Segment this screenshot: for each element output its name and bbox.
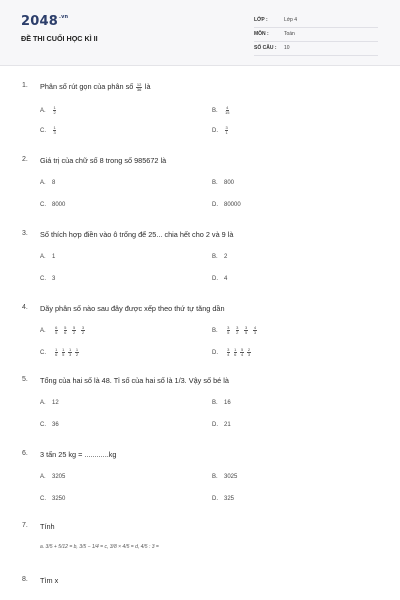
question-number: 6.	[22, 450, 28, 457]
fraction	[72, 326, 75, 335]
fraction	[62, 348, 65, 357]
option-a[interactable]	[40, 180, 55, 186]
numerator: 3	[244, 325, 248, 330]
question-text: Tìm x	[40, 576, 59, 585]
question-number: 1.	[22, 82, 28, 89]
denominator: 6	[55, 352, 58, 357]
numerator: 12	[136, 81, 142, 87]
denominator: 4	[240, 352, 244, 357]
option-letter: C.	[40, 422, 46, 428]
fraction	[253, 326, 256, 335]
option-d[interactable]	[212, 126, 229, 135]
option-letter: C.	[40, 128, 46, 135]
meta-value: Toán	[284, 31, 295, 37]
denominator: 2	[75, 352, 79, 357]
option-letter: B.	[212, 108, 218, 115]
denominator: 3	[247, 352, 251, 357]
option-a[interactable]	[40, 254, 55, 260]
numerator: 3	[225, 125, 228, 130]
option-text: 8	[52, 180, 56, 186]
option-letter: A.	[40, 180, 46, 186]
denominator: 36	[136, 86, 142, 92]
option-letter: C.	[40, 276, 46, 282]
denominator: 5	[62, 352, 65, 357]
exam-header	[0, 0, 400, 66]
meta-row-subject	[254, 30, 378, 42]
denominator: 2	[72, 330, 76, 335]
option-letter: C.	[40, 496, 46, 502]
question-text-main: Phân số rút gọn của phân số	[40, 82, 134, 91]
fraction	[225, 106, 229, 115]
denominator: 5	[244, 330, 248, 335]
option-text: 800	[224, 180, 235, 186]
fraction	[75, 348, 78, 357]
question-number: 4.	[22, 304, 28, 311]
exam-title: ĐỀ THI CUỐI HỌC KÌ II	[21, 34, 98, 43]
option-letter: B.	[212, 254, 218, 260]
meta-label: MÔN :	[254, 31, 269, 37]
denominator: 6	[64, 330, 67, 335]
numerator: 1	[68, 347, 72, 352]
numerator: 4	[226, 105, 229, 110]
question-text: Tính	[40, 522, 55, 531]
option-d[interactable]	[212, 348, 252, 357]
option-b[interactable]	[212, 326, 260, 335]
fraction	[64, 326, 67, 335]
meta-row-question-count	[254, 44, 378, 56]
question-text: Tổng của hai số là 48. Tỉ số của hai số là 1/3. Vậy số bé là	[40, 376, 229, 385]
question-number: 2.	[22, 156, 28, 163]
option-text: 21	[224, 422, 231, 428]
option-letter: B.	[212, 400, 218, 406]
denominator: 3	[68, 352, 72, 357]
question-number: 3.	[22, 230, 28, 237]
numerator: 5	[72, 325, 76, 330]
option-a[interactable]	[40, 474, 65, 480]
site-logo[interactable]	[21, 14, 68, 29]
option-text: 8000	[52, 202, 66, 208]
question-number: 5.	[22, 376, 28, 383]
option-text: 3205	[52, 474, 66, 480]
option-letter: A.	[40, 328, 46, 335]
denominator: 15	[225, 110, 230, 115]
numerator: 2	[247, 347, 251, 352]
denominator: 5	[227, 330, 230, 335]
option-d[interactable]	[212, 202, 241, 208]
option-d[interactable]	[212, 422, 231, 428]
fraction	[68, 348, 71, 357]
meta-label: SỐ CÂU :	[254, 45, 277, 51]
fraction	[227, 348, 230, 357]
option-b[interactable]	[212, 474, 237, 480]
option-text: 2	[224, 254, 228, 260]
option-c[interactable]	[40, 496, 65, 502]
option-text: 4	[224, 276, 228, 282]
fraction	[227, 326, 230, 335]
option-letter: C.	[40, 202, 46, 208]
option-letter: D.	[212, 202, 218, 208]
calculation-expressions: a. 3/5 + 5/12 = b, 3/5 − 1/4 = c, 3/8 × 4/5 = d, 4/5 : 3 =	[40, 544, 159, 550]
numerator: 1	[55, 347, 58, 352]
fraction	[240, 348, 243, 357]
fraction	[236, 326, 239, 335]
option-text: 80000	[224, 202, 241, 208]
numerator: 5	[240, 347, 244, 352]
denominator: 4	[227, 352, 230, 357]
question-text: Số thích hợp điền vào ô trống để 25... chia hết cho 2 và 9 là	[40, 230, 234, 239]
numerator: 3	[227, 325, 230, 330]
option-text: 3	[52, 276, 56, 282]
numerator: 1	[62, 347, 65, 352]
question-number: 8.	[22, 576, 28, 583]
option-letter: D.	[212, 350, 218, 357]
option-letter: A.	[40, 474, 46, 480]
option-text: 325	[224, 496, 235, 502]
option-letter: B.	[212, 180, 218, 186]
fraction	[244, 326, 247, 335]
option-b[interactable]	[212, 400, 231, 406]
fraction	[225, 126, 228, 135]
denominator: 1	[225, 130, 228, 135]
fraction	[234, 348, 237, 357]
numerator: 6	[55, 325, 58, 330]
option-text: 3025	[224, 474, 238, 480]
option-text: 16	[224, 400, 231, 406]
question-text: Giá trị của chữ số 8 trong số 985672 là	[40, 156, 167, 165]
option-c[interactable]	[40, 348, 80, 357]
option-b[interactable]	[212, 106, 230, 115]
option-d[interactable]	[212, 276, 227, 282]
question-text: Dãy phân số nào sau đây được xếp theo thứ tự tăng dần	[40, 304, 225, 313]
option-letter: D.	[212, 422, 218, 428]
option-text: 36	[52, 422, 59, 428]
numerator: 3	[81, 325, 85, 330]
question-text	[40, 82, 151, 92]
fraction	[55, 326, 58, 335]
fraction	[53, 106, 56, 115]
numerator: 1	[53, 125, 56, 130]
numerator: 1	[53, 105, 56, 110]
option-text: 1	[52, 254, 56, 260]
numerator: 5	[64, 325, 67, 330]
option-text: 3250	[52, 496, 66, 502]
denominator: 2	[81, 330, 85, 335]
question-text: 3 tấn 25 kg = ............kg	[40, 450, 117, 459]
option-a[interactable]	[40, 106, 57, 115]
numerator: 3	[227, 347, 230, 352]
option-c[interactable]	[40, 202, 65, 208]
option-b[interactable]	[212, 254, 227, 260]
question-text-suffix: là	[144, 82, 151, 91]
logo-domain: .vn	[58, 14, 69, 20]
numerator: 1	[75, 347, 79, 352]
fraction	[53, 126, 56, 135]
question-number: 7.	[22, 522, 28, 529]
option-letter: A.	[40, 254, 46, 260]
fraction	[247, 348, 250, 357]
option-a[interactable]	[40, 326, 88, 335]
numerator: 3	[236, 325, 239, 330]
numerator: 1	[234, 347, 237, 352]
fraction	[55, 348, 58, 357]
meta-row-class	[254, 16, 378, 28]
option-letter: D.	[212, 496, 218, 502]
option-letter: A.	[40, 400, 46, 406]
option-letter: C.	[40, 350, 46, 357]
option-text: 12	[52, 400, 59, 406]
option-b[interactable]	[212, 180, 234, 186]
meta-value: 10	[284, 45, 290, 51]
numerator: 4	[253, 325, 257, 330]
option-letter: D.	[212, 276, 218, 282]
logo-text: 2048	[21, 14, 58, 29]
meta-value: Lớp 4	[284, 17, 298, 23]
option-letter: B.	[212, 474, 218, 480]
option-letter: A.	[40, 108, 46, 115]
denominator: 5	[55, 330, 58, 335]
option-d[interactable]	[212, 496, 234, 502]
option-a[interactable]	[40, 400, 59, 406]
option-letter: B.	[212, 328, 218, 335]
denominator: 6	[234, 352, 237, 357]
option-c[interactable]	[40, 126, 57, 135]
option-letter: D.	[212, 128, 218, 135]
fraction	[81, 326, 84, 335]
denominator: 2	[236, 330, 239, 335]
option-c[interactable]	[40, 422, 59, 428]
fraction	[136, 83, 141, 92]
denominator: 3	[253, 330, 257, 335]
denominator: 2	[53, 110, 56, 115]
option-c[interactable]	[40, 276, 55, 282]
meta-label: LỚP :	[254, 17, 268, 23]
denominator: 3	[53, 130, 56, 135]
